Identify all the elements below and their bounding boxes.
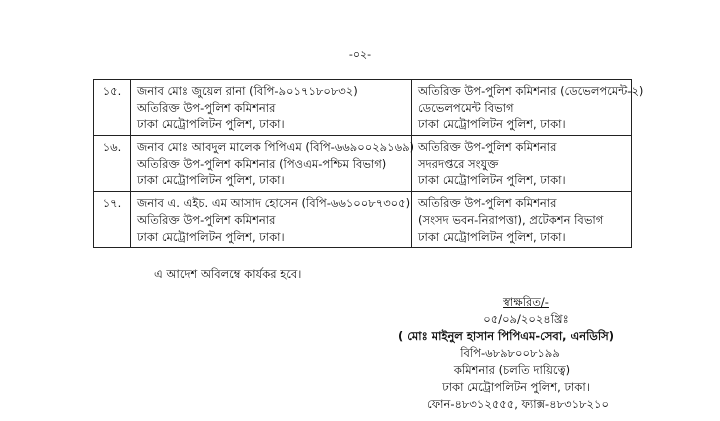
effective-notice: এ আদেশ অবিলম্বে কার্যকর হবে। — [154, 267, 302, 281]
signatory-bp-number: বিপি-৬৮৯৮০০৮১৯৯ — [460, 346, 560, 360]
table-row — [94, 136, 632, 192]
from-cell — [131, 192, 412, 248]
new-unit: ডেভেলপমেন্ট বিভাগ — [418, 100, 514, 115]
signed-label: স্বাক্ষরিত/- — [503, 295, 549, 309]
new-designation: অতিরিক্ত উপ-পুলিশ কমিশনার — [418, 196, 557, 211]
officer-name: জনাব মোঃ জুয়েল রানা (বিপি-৯০১৭১৮০৮৩২) — [137, 84, 358, 98]
officer-designation: অতিরিক্ত উপ-পুলিশ কমিশনার (পিওএম-পশ্চিম বিভাগ) — [137, 156, 387, 171]
serial-cell: ১৫. — [94, 80, 131, 136]
serial-cell: ১৬. — [94, 136, 131, 192]
signatory-office: ঢাকা মেট্রোপলিটন পুলিশ, ঢাকা। — [442, 380, 590, 394]
new-office: ঢাকা মেট্রোপলিটন পুলিশ, ঢাকা। — [418, 117, 566, 132]
officer-office: ঢাকা মেট্রোপলিটন পুলিশ, ঢাকা। — [137, 117, 285, 132]
signature-date: ০৫/০৯/২০২৪খ্রিঃ — [483, 312, 569, 326]
serial-cell: ১৭. — [94, 192, 131, 248]
officer-office: ঢাকা মেট্রোপলিটন পুলিশ, ঢাকা। — [137, 229, 285, 244]
new-unit: সদরদপ্তরে সংযুক্ত — [418, 156, 499, 171]
signatory-title: কমিশনার (চলতি দায়িত্বে) — [453, 363, 571, 377]
new-office: ঢাকা মেট্রোপলিটন পুলিশ, ঢাকা। — [418, 173, 566, 188]
officer-office: ঢাকা মেট্রোপলিটন পুলিশ, ঢাকা। — [137, 173, 285, 188]
from-cell — [131, 136, 415, 192]
officer-name: জনাব মোঃ আবদুল মালেক পিপিএম (বিপি-৬৬৯০০২৯১৬৯) — [137, 140, 415, 155]
to-cell — [412, 136, 632, 192]
new-designation: অতিরিক্ত উপ-পুলিশ কমিশনার (ডেভেলপমেন্ট-২) — [418, 84, 644, 98]
transfer-table — [93, 79, 644, 248]
contact-info: ফোন-৪৮৩১২৫৫৫, ফ্যাক্স-৪৮৩১৮২১০ — [427, 397, 609, 411]
new-unit: (সংসদ ভবন-নিরাপত্তা), প্রটেকশন বিভাগ — [418, 212, 604, 227]
table-row — [94, 80, 632, 136]
officer-designation: অতিরিক্ত উপ-পুলিশ কমিশনার — [137, 100, 276, 115]
officer-designation: অতিরিক্ত উপ-পুলিশ কমিশনার — [137, 212, 276, 227]
table-row — [94, 192, 632, 248]
to-cell — [412, 192, 632, 248]
new-office: ঢাকা মেট্রোপলিটন পুলিশ, ঢাকা। — [418, 229, 566, 244]
officer-name: জনাব এ. এইচ. এম আসাদ হোসেন (বিপি-৬৬১০০৮৭৩০৫) — [137, 196, 411, 211]
signatory-name: ( মোঃ মাইনুল হাসান পিপিএম-সেবা, এনডিসি) — [397, 329, 615, 343]
from-cell — [131, 80, 412, 136]
new-designation: অতিরিক্ত উপ-পুলিশ কমিশনার — [418, 140, 557, 155]
to-cell — [412, 80, 644, 136]
page-number: -০২- — [348, 48, 372, 61]
